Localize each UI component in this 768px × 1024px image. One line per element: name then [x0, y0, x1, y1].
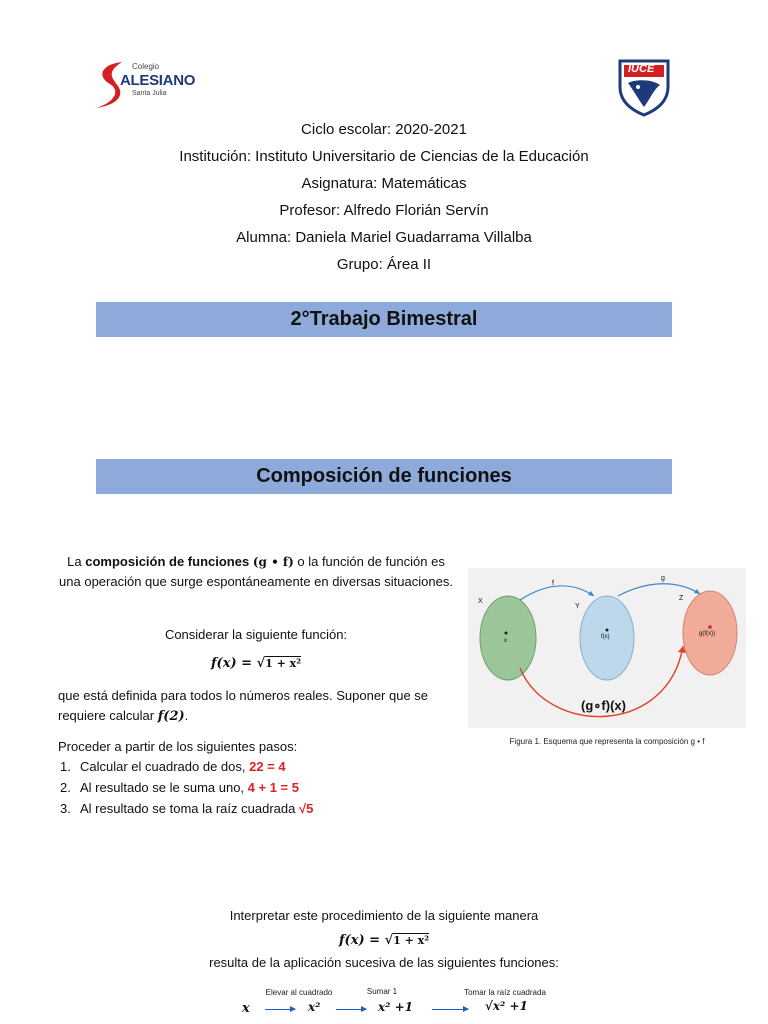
chain-label-add-one: Sumar 1	[366, 987, 398, 996]
interpret-formula	[0, 930, 768, 951]
point-label-x: x	[504, 638, 507, 644]
chain-arrow-1	[265, 1009, 295, 1010]
banner-title: 2°Trabajo Bimestral	[96, 302, 672, 337]
chain-arrow-2	[336, 1009, 366, 1010]
step-text: Al resultado se le suma uno,	[80, 780, 248, 795]
header-professor: Profesor: Alfredo Florián Servín	[279, 202, 489, 219]
calc-term: f(2)	[157, 709, 185, 724]
step-highlight: 22 = 4	[249, 759, 286, 774]
interpret-formula-sqrt-sign: √	[384, 933, 394, 948]
intro-formula	[56, 653, 456, 674]
arrow-label-g: g	[661, 575, 665, 582]
composite-label: (g∘f)(x)	[581, 698, 626, 713]
intro-pre: La	[67, 554, 86, 569]
point-gfx	[708, 625, 712, 629]
chain-label-square: Elevar al cuadrado	[265, 988, 333, 997]
defined-paragraph	[58, 686, 458, 727]
header-subject: Asignatura: Matemáticas	[301, 175, 467, 192]
logo-sub-text: Santa Julia	[132, 90, 167, 97]
defined-text: que está definida para todos lo números reales. Suponer que se requiere calcular	[58, 688, 429, 723]
intro-bold: composición de funciones	[85, 554, 250, 569]
header-cycle: Ciclo escolar: 2020-2021	[301, 121, 467, 138]
header-group: Grupo: Área II	[336, 256, 432, 273]
interpret-formula-lhs: f(x) =	[338, 933, 385, 948]
intro-notation: (g • f)	[252, 555, 294, 569]
set-x-ellipse	[480, 596, 536, 680]
interpret-formula-radicand: 1 + x²	[393, 934, 430, 947]
steps-intro: Proceder a partir de los siguientes pasos:	[58, 739, 298, 754]
step-highlight: √5	[298, 801, 314, 816]
logo-main-text: ALESIANO	[120, 72, 196, 89]
header-student: Alumna: Daniela Mariel Guadarrama Villalba	[236, 229, 532, 246]
formula-radicand: 1 + x²	[265, 657, 302, 670]
formula-sqrt-sign: √	[256, 656, 266, 671]
point-x	[505, 632, 508, 635]
intro-paragraph	[56, 552, 456, 592]
chain-term-x-squared-plus-one: x² +1	[378, 1000, 413, 1014]
formula-lhs: f(x) =	[210, 656, 257, 671]
interpret-line2: resulta de la aplicación sucesiva de las siguientes funciones:	[209, 955, 559, 970]
step-item	[60, 780, 299, 795]
step-num: 1.	[60, 759, 71, 774]
chain-term-x-squared: x²	[308, 1000, 321, 1014]
step-num: 3.	[60, 801, 71, 816]
set-label-z: Z	[679, 595, 684, 602]
chain-term-root: √x² +1	[485, 999, 528, 1013]
chain-label-root: Tomar la raíz cuadrada	[464, 988, 546, 997]
point-fx	[606, 629, 609, 632]
figure-caption: Figura 1. Esquema que representa la composición g • f	[509, 737, 705, 746]
step-item	[60, 801, 313, 816]
function-chain	[0, 985, 768, 1021]
header-institution: Institución: Instituto Universitario de Ciencias de la Educación	[179, 148, 589, 165]
iuce-logo-text: IUCE	[628, 63, 655, 75]
chain-arrow-3	[432, 1009, 468, 1010]
salesiano-logo	[92, 58, 202, 112]
set-label-y: Y	[575, 603, 580, 610]
arrow-label-f: f	[552, 580, 554, 587]
logo-small-top: Colegio	[132, 62, 160, 71]
consider-line: Considerar la siguiente función:	[164, 627, 348, 642]
step-item	[60, 759, 286, 774]
step-highlight: 4 + 1 = 5	[247, 780, 299, 795]
point-label-fx: f(x)	[601, 634, 610, 640]
intro-post: o la función de función es una operación que surge espontáneamente en diversas situaciones.	[59, 554, 453, 589]
point-label-gfx: g(f(x))	[699, 631, 715, 637]
chain-term-x: x	[242, 1001, 250, 1016]
iuce-logo	[614, 55, 674, 117]
set-label-x: X	[478, 598, 483, 605]
arrow-f-path	[520, 586, 594, 600]
banner-section: Composición de funciones	[96, 459, 672, 494]
calc-end: .	[184, 708, 189, 723]
step-num: 2.	[60, 780, 71, 795]
composition-figure	[468, 568, 746, 728]
step-text: Calcular el cuadrado de dos,	[80, 759, 250, 774]
interpret-line1: Interpretar este procedimiento de la siguiente manera	[229, 908, 539, 923]
step-text: Al resultado se toma la raíz cuadrada	[80, 801, 299, 816]
arrow-g-path	[618, 584, 700, 596]
